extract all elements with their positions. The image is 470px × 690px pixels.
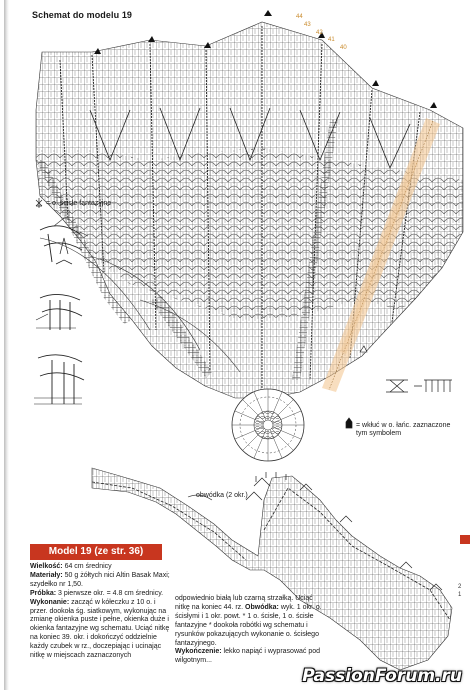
gauge-label: Próbka: <box>30 589 57 597</box>
row-number-41: 41 <box>328 37 335 43</box>
fancy-stitch-legend: = o. ścisłe fantazyjne <box>46 200 112 207</box>
page-corner-tab <box>460 535 470 544</box>
instructions-column-2 <box>175 595 327 666</box>
watermark: PassionForum.ru <box>302 666 462 686</box>
finish-label: Wykończenie: <box>175 648 222 656</box>
edging-value: wyk. 1 okr. o. ścisłymi i 1 okr. powt. * 1 o. ścisłe, 1 o. ścisłe fantazyjne * dookoła robótki wg schematu i rysunków pokazujących wykonanie o. ścisłego fantazyjnego. <box>175 603 322 647</box>
edging-legend: obwódka (2 okr.) <box>196 492 248 499</box>
instructions-column-1 <box>30 563 170 661</box>
materials-label: Materiały: <box>30 571 63 579</box>
size-label: Wielkość: <box>30 563 63 570</box>
row-number-42: 42 <box>316 30 323 36</box>
page-title: Schemat do modelu 19 <box>32 10 133 20</box>
edge-row-number-1: 1 <box>458 592 462 598</box>
work-value: zacząć w kółeczku z 10 o. i przer. dookoła śg. siatkowym, wykonując na zmianę okienka puste i pełne, okienka duże i okienka fantazyjne wg schematu. Uciąć nitkę na koniec 39. okr. i dokończyć oddzielnie każdy czubek w rz., doczepiając i ucinając nitkę w miejscach zaznaczonych <box>30 598 170 660</box>
center-ring <box>232 389 304 461</box>
continued-text: odpowiednio białą lub czarną strzałką. Uciąć nitkę na koniec 44. rz. <box>175 595 313 611</box>
row-number-40: 40 <box>340 45 347 51</box>
finish-value: lekko napiąć i wyprasować pod wilgotnym... <box>175 648 321 665</box>
edging-label: Obwódka: <box>245 603 279 611</box>
materials-value: 50 g żółtych nici Altin Basak Maxi; szydełko nr 1,50. <box>30 571 170 588</box>
gauge-value: 3 pierwsze okr. = 4.8 cm średnicy. <box>58 589 164 597</box>
row-number-43: 43 <box>304 22 311 28</box>
edge-row-number-2: 2 <box>458 584 462 590</box>
model-banner: Model 19 (ze str. 36) <box>30 544 162 560</box>
work-label: Wykonanie: <box>30 598 70 606</box>
pull-through-legend: = wkłuć w o. łańc. zaznaczone tym symbolem <box>356 422 451 437</box>
size-value: 64 cm średnicy <box>64 563 112 570</box>
row-number-44: 44 <box>296 14 303 20</box>
